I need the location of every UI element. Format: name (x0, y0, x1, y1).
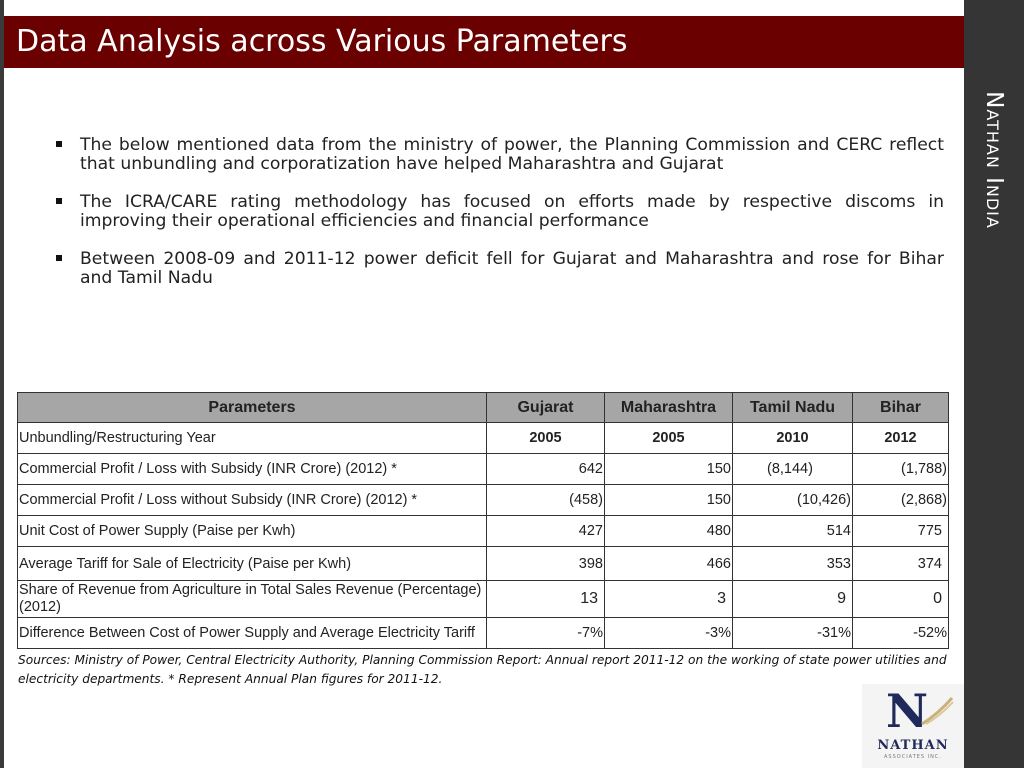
logo-letter: N (886, 684, 929, 738)
page-title: Data Analysis across Various Parameters (16, 24, 628, 59)
column-header: Tamil Nadu (733, 393, 853, 423)
value-cell: 514 (733, 516, 853, 547)
table-header-row (18, 393, 949, 423)
bullet-item (56, 136, 944, 174)
value-cell: 13 (487, 581, 605, 618)
parameters-table (17, 392, 949, 649)
value-cell: -31% (733, 618, 853, 649)
value-cell: 150 (605, 485, 733, 516)
table-row (18, 423, 949, 454)
value-cell: (10,426) (733, 485, 853, 516)
parameter-cell: Difference Between Cost of Power Supply and Average Electricity Tariff (18, 618, 487, 649)
column-header: Maharashtra (605, 393, 733, 423)
value-cell: 9 (733, 581, 853, 618)
logo-name: NATHAN (877, 738, 949, 753)
column-header: Gujarat (487, 393, 605, 423)
value-cell: 2010 (733, 423, 853, 454)
value-cell: -3% (605, 618, 733, 649)
bullet-square-icon (56, 198, 62, 204)
value-cell: 2005 (487, 423, 605, 454)
value-cell: 374 (853, 547, 949, 581)
value-cell: (2,868) (853, 485, 949, 516)
bullet-square-icon (56, 141, 62, 147)
logo-subtitle: ASSOCIATES INC. (884, 754, 942, 760)
sources-note: Sources: Ministry of Power, Central Electricity Authority, Planning Commission Report: Annual report 2011-12 on the working of state power utilities and electricity departments. * Represent Annual Plan figures for 2011-12. (18, 653, 947, 686)
table-row (18, 581, 949, 618)
title-bar (4, 16, 964, 68)
parameter-cell: Share of Revenue from Agriculture in Total Sales Revenue (Percentage) (2012) (18, 581, 487, 618)
table-row (18, 547, 949, 581)
bullet-list (56, 136, 944, 307)
value-cell: 353 (733, 547, 853, 581)
value-cell: 427 (487, 516, 605, 547)
parameter-cell: Average Tariff for Sale of Electricity (Paise per Kwh) (18, 547, 487, 581)
value-cell: 466 (605, 547, 733, 581)
value-cell: -52% (853, 618, 949, 649)
value-cell: -7% (487, 618, 605, 649)
value-cell: 2005 (605, 423, 733, 454)
value-cell: (1,788) (853, 454, 949, 485)
value-cell: (8,144) (733, 454, 853, 485)
table-row (18, 485, 949, 516)
value-cell: 398 (487, 547, 605, 581)
table-row (18, 454, 949, 485)
brand-vertical-label: Nathan India (981, 91, 1007, 229)
logo-swoosh-icon (920, 696, 954, 726)
bullet-text: The ICRA/CARE rating methodology has focused on efforts made by respective discoms in improving their operational efficiencies and financial performance (80, 192, 944, 231)
bullet-text: Between 2008-09 and 2011-12 power deficit fell for Gujarat and Maharashtra and rose for Bihar and Tamil Nadu (80, 249, 944, 288)
table-row (18, 618, 949, 649)
table-row (18, 516, 949, 547)
value-cell: 775 (853, 516, 949, 547)
parameter-cell: Unbundling/Restructuring Year (18, 423, 487, 454)
left-edge-strip (0, 0, 4, 768)
bullet-text: The below mentioned data from the ministry of power, the Planning Commission and CERC reflect that unbundling and corporatization have helped Maharashtra and Gujarat (80, 135, 944, 174)
value-cell: 2012 (853, 423, 949, 454)
bullet-item (56, 193, 944, 231)
column-header: Parameters (18, 393, 487, 423)
nathan-logo (862, 684, 964, 768)
parameter-cell: Commercial Profit / Loss without Subsidy (INR Crore) (2012) * (18, 485, 487, 516)
parameter-cell: Commercial Profit / Loss with Subsidy (INR Crore) (2012) * (18, 454, 487, 485)
value-cell: 642 (487, 454, 605, 485)
value-cell: 3 (605, 581, 733, 618)
value-cell: 480 (605, 516, 733, 547)
column-header: Bihar (853, 393, 949, 423)
bullet-item (56, 250, 944, 288)
parameter-cell: Unit Cost of Power Supply (Paise per Kwh) (18, 516, 487, 547)
value-cell: (458) (487, 485, 605, 516)
value-cell: 150 (605, 454, 733, 485)
bullet-square-icon (56, 255, 62, 261)
value-cell: 0 (853, 581, 949, 618)
